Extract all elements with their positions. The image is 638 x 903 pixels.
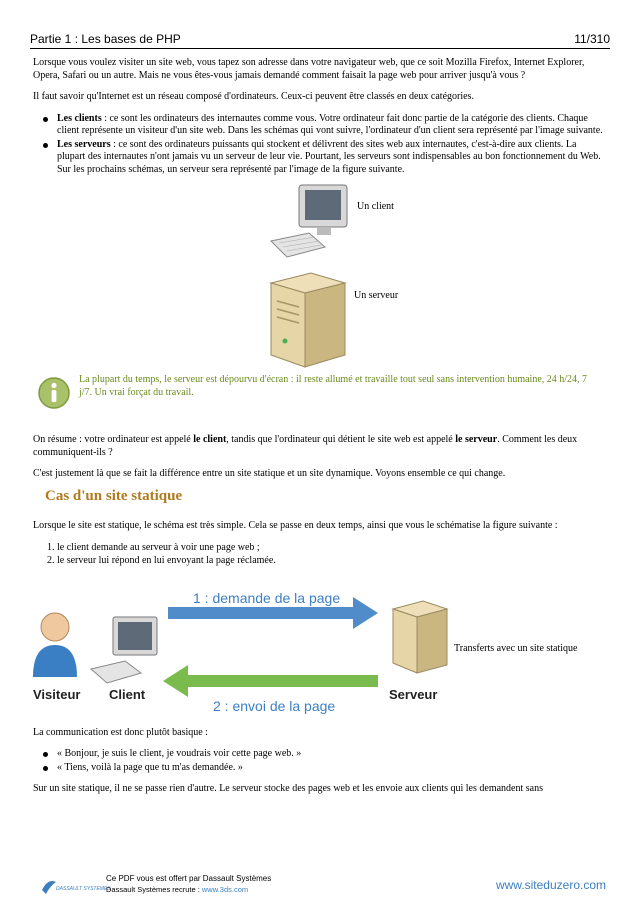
- server-label: Serveur: [389, 686, 438, 702]
- text-clients: : ce sont les ordinateurs des internautes comme vous. Votre ordinateur fait donc partie de la catégorie des clients. Chaque client représente un visiteur d'un site web. Dans les schémas qui vont suivre, l'ordinateur d'un client sera représenté par l'image suivante.: [57, 112, 603, 136]
- paragraph-network: Il faut savoir qu'Internet est un réseau composé d'ordinateurs. Ceux-ci peuvent être classés en deux catégories.: [33, 91, 474, 102]
- server-tower-image: [261, 269, 353, 369]
- info-note: [33, 370, 603, 418]
- footer-sponsor: Ce PDF vous est offert par Dassault Systèmes: [106, 874, 272, 883]
- site-link[interactable]: www.siteduzero.com: [495, 878, 606, 892]
- figure-client-server: [33, 185, 603, 370]
- server-icon: [393, 601, 447, 673]
- paragraph-summary: [33, 434, 603, 459]
- figure-static-transfer: [33, 577, 603, 715]
- client-computer-image: [265, 183, 351, 261]
- client-caption: Un client: [357, 201, 394, 212]
- summary-part2: , tandis que l'ordinateur qui détient le site web est appelé: [226, 434, 456, 445]
- page-footer: [40, 874, 606, 900]
- info-icon: [37, 376, 71, 410]
- visitor-icon: [33, 613, 77, 677]
- paragraph-difference: C'est justement là que se fait la différence entre un site statique et un site dynamique. Voyons ensemble ce qui change.: [33, 468, 506, 479]
- header-title: Partie 1 : Les bases de PHP: [30, 32, 181, 46]
- arrow-request-label: 1 : demande de la page: [193, 589, 341, 606]
- summary-part1: On résume : votre ordinateur est appelé: [33, 434, 194, 445]
- server-caption: Un serveur: [354, 290, 399, 301]
- summary-server: le serveur: [455, 434, 498, 445]
- paragraph-intro: Lorsque vous voulez visiter un site web, vous tapez son adresse dans votre navigateur web, que ce soit Mozilla Firefox, Internet Explorer, Opera, Safari ou un autre. Mais ne vous êtes-vous jamais demandé comment faisait la page web pour arriver jusqu'à vous ?: [33, 57, 585, 81]
- term-clients: Les clients: [57, 112, 102, 124]
- page-header: [30, 32, 610, 49]
- list-item: 1. le client demande au serveur à voir une page web ;: [57, 542, 603, 555]
- text-servers: : ce sont des ordinateurs puissants qui stockent et délivrent des sites web aux internautes, c'est-à-dire aux clients. La plupart des internautes n'ont jamais vu un serveur de leur vie. Pourtant, les serveurs sont indispensables au bon fonctionnement du Web. Sur les prochains schémas, un serveur sera représenté par l'image de la figure suivante.: [57, 138, 601, 175]
- page-number: 11/310: [574, 32, 610, 46]
- visitor-label: Visiteur: [33, 686, 81, 702]
- list-item: « Tiens, voilà la page que tu m'as demandée. »: [57, 762, 603, 775]
- quotes-list: [33, 748, 603, 774]
- dassault-logo: [40, 876, 111, 898]
- recruit-link[interactable]: www.3ds.com: [201, 885, 249, 894]
- recruit-text: Dassault Systèmes recrute :: [106, 885, 202, 894]
- note-text: La plupart du temps, le serveur est dépourvu d'écran : il reste allumé et travaille tout seul sans intervention humaine, 24 h/24, 7 j/7. Un vrai forçat du travail.: [79, 374, 588, 398]
- section-heading: Cas d'un site statique: [45, 487, 183, 504]
- logo-text: DASSAULT SYSTEMES: [56, 886, 111, 892]
- document-body: [33, 57, 603, 805]
- footer-recruit: [106, 885, 248, 894]
- paragraph-static-end: Sur un site statique, il ne se passe rien d'autre. Le serveur stocke des pages web et les envoie aux clients qui les demandent sans: [33, 783, 543, 794]
- list-item-servers: [57, 139, 603, 177]
- term-servers: Les serveurs: [57, 138, 111, 150]
- arrow-response-label: 2 : envoi de la page: [213, 697, 336, 714]
- figure-caption: Transferts avec un site statique: [454, 642, 578, 654]
- list-item: « Bonjour, je suis le client, je voudrais voir cette page web. »: [57, 748, 603, 761]
- summary-client: le client: [193, 434, 227, 445]
- list-item: 2. le serveur lui répond en lui envoyant la page réclamée.: [57, 555, 603, 568]
- steps-list: [33, 542, 603, 568]
- client-computer-icon: [91, 617, 157, 683]
- list-item-clients: [57, 113, 603, 138]
- paragraph-static: Lorsque le site est statique, le schéma est très simple. Cela se passe en deux temps, ainsi que vous le schématise la figure suivante :: [33, 520, 558, 531]
- paragraph-communication: La communication est donc plutôt basique :: [33, 726, 208, 738]
- client-label: Client: [109, 686, 146, 702]
- categories-list: [33, 113, 603, 177]
- summary-part3: . Comment les deux communiquent-ils ?: [33, 434, 578, 458]
